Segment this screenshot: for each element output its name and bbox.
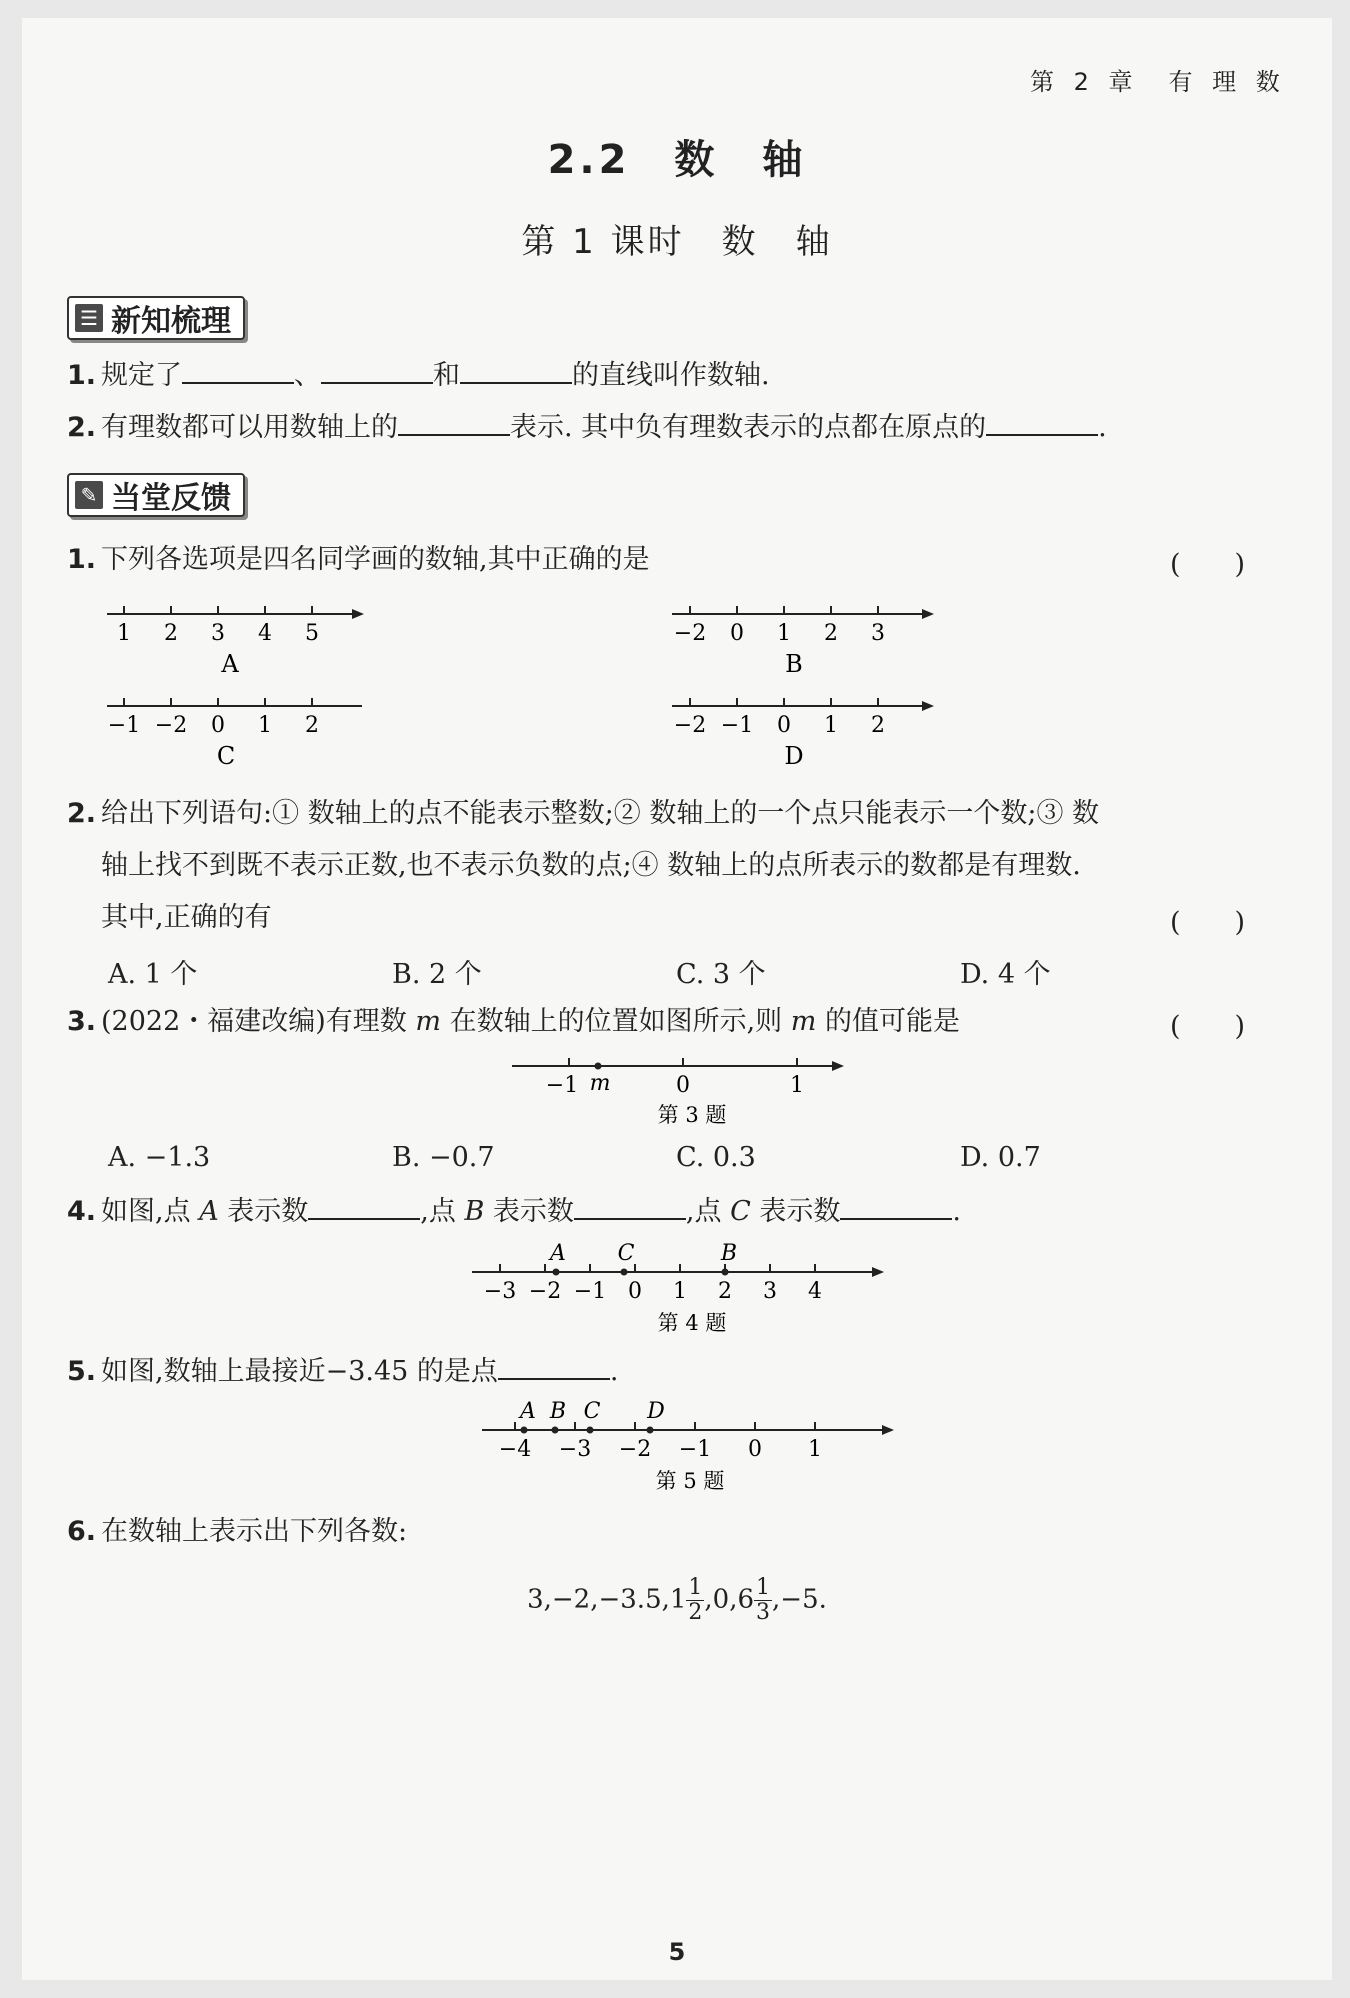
question-number: 2. [67, 798, 97, 829]
option-a[interactable]: A. 1 个 [108, 959, 198, 990]
practice-q5: 5. 如图,数轴上最接近−3.45 的是点 . [67, 1354, 619, 1390]
option-c[interactable]: C. 0.3 [676, 1142, 756, 1173]
axis-a [107, 606, 364, 678]
q1-axes-figure [82, 596, 1282, 786]
section-new-knowledge [67, 296, 245, 340]
knowledge-q2: 2. 有理数都可以用数轴上的 表示. 其中负有理数表示的点都在原点的 . [67, 410, 1107, 446]
tick-label: 1 [790, 1073, 804, 1098]
option-d[interactable]: D. 0.7 [960, 1142, 1041, 1173]
point-d [647, 1427, 654, 1434]
practice-q2-line2: 轴上找不到既不表示正数,也不表示负数的点;④ 数轴上的点所表示的数都是有理数. [101, 850, 1081, 881]
q6-expression: 3,−2,−3.5,1 $\frac{1}{2}$ ,0,6 $\frac{1}{3}$ ,−5. [527, 1575, 827, 1625]
q4-figure [462, 1240, 902, 1340]
practice-q3: 3. (2022・福建改编)有理数 m 在数轴上的位置如图所示,则 m 的值可能是 [67, 1004, 960, 1040]
tick-label: −2 [673, 713, 707, 738]
option-label: A [221, 650, 239, 678]
tick-label: 0 [777, 713, 791, 738]
point-a [553, 1269, 560, 1276]
fraction: $\frac{1}{2}$ [688, 1575, 703, 1625]
point-b [722, 1269, 729, 1276]
tick-label: 1 [824, 713, 838, 738]
answer-blank[interactable] [308, 1194, 420, 1220]
tick-label: −4 [498, 1437, 532, 1462]
tick-label: 4 [258, 621, 272, 646]
tick-label: −2 [673, 621, 707, 646]
tick-label: −2 [618, 1437, 652, 1462]
tick-label: 2 [305, 713, 319, 738]
q5-figure [472, 1398, 912, 1498]
figure-caption: 第 4 题 [657, 1311, 727, 1335]
question-number: 3. [67, 1006, 97, 1037]
section-practice-label: 当堂反馈 [111, 481, 231, 516]
tick-label: −3 [558, 1437, 592, 1462]
tick-label: 4 [808, 1279, 822, 1304]
option-a[interactable]: A. −1.3 [108, 1142, 211, 1173]
tick-label: 1 [808, 1437, 822, 1462]
option-c[interactable]: C. 3 个 [676, 959, 766, 990]
tick-label: −1 [720, 713, 754, 738]
tick-label: 0 [628, 1279, 642, 1304]
tick-label: 1 [673, 1279, 687, 1304]
answer-paren[interactable]: ( ) [1170, 549, 1246, 580]
page-number: 5 [668, 1938, 686, 1966]
practice-q1: 1. 下列各选项是四名同学画的数轴,其中正确的是 [67, 542, 650, 578]
point-label: D [647, 1399, 665, 1424]
section-title: 2.2 数 轴 [547, 137, 807, 183]
tick-label: 2 [871, 713, 885, 738]
point-b [552, 1427, 559, 1434]
axis-b [672, 606, 934, 678]
answer-blank[interactable] [840, 1194, 952, 1220]
option-b[interactable]: B. −0.7 [392, 1142, 495, 1173]
tick-label: −1 [573, 1279, 607, 1304]
point-label: B [720, 1241, 738, 1266]
question-number: 2. [67, 412, 97, 443]
answer-blank[interactable] [460, 358, 572, 384]
tick-label: 0 [730, 621, 744, 646]
pencil-icon: ✎ [75, 481, 103, 509]
tick-label: −2 [528, 1279, 562, 1304]
point-label: A [520, 1399, 536, 1424]
point-a [521, 1427, 528, 1434]
practice-q2-line3: 其中,正确的有 [101, 902, 272, 933]
option-label: C [216, 742, 236, 770]
point-c [621, 1269, 628, 1276]
answer-blank[interactable] [321, 358, 433, 384]
point-label: C [583, 1399, 601, 1424]
tick-label: 1 [258, 713, 272, 738]
tick-label: −2 [154, 713, 188, 738]
fraction: $\frac{1}{3}$ [756, 1575, 771, 1625]
tick-label: 0 [211, 713, 225, 738]
book-icon: ☰ [75, 304, 103, 332]
tick-label: 1 [777, 621, 791, 646]
tick-label: 0 [676, 1073, 690, 1098]
answer-paren[interactable]: ( ) [1170, 1011, 1246, 1042]
question-number: 5. [67, 1356, 97, 1387]
tick-label: 5 [305, 621, 319, 646]
section-new-knowledge-label: 新知梳理 [111, 304, 231, 339]
question-number: 4. [67, 1196, 97, 1227]
option-label: B [785, 650, 803, 678]
knowledge-q1: 1. 规定了 、 和 的直线叫作数轴. [67, 358, 770, 394]
question-number: 1. [67, 544, 97, 575]
point-label: B [549, 1399, 567, 1424]
point-label: A [550, 1241, 566, 1266]
tick-label: 1 [117, 621, 131, 646]
lesson-title: 第 1 课时 数 轴 [521, 222, 833, 262]
tick-label: 2 [718, 1279, 732, 1304]
option-d[interactable]: D. 4 个 [960, 959, 1051, 990]
question-number: 6. [67, 1516, 97, 1547]
answer-blank[interactable] [398, 410, 510, 436]
answer-blank[interactable] [498, 1354, 610, 1380]
answer-blank[interactable] [986, 410, 1098, 436]
figure-caption: 第 5 题 [655, 1469, 725, 1493]
tick-label: −1 [678, 1437, 712, 1462]
axis-c [107, 698, 362, 770]
practice-q6: 6. 在数轴上表示出下列各数: [67, 1514, 407, 1550]
answer-blank[interactable] [182, 358, 294, 384]
tick-label: 0 [748, 1437, 762, 1462]
section-practice [67, 473, 245, 517]
tick-label: −1 [107, 713, 141, 738]
practice-q2-line1: 2. 给出下列语句:① 数轴上的点不能表示整数;② 数轴上的一个点只能表示一个数;③ 数 [67, 796, 1099, 832]
point-label: C [617, 1241, 635, 1266]
tick-label: 3 [871, 621, 885, 646]
practice-q4: 4. 如图,点 A 表示数 ,点 B 表示数 ,点 C 表示数 . [67, 1194, 961, 1230]
chapter-header: 第 2 章 有 理 数 [1030, 68, 1286, 96]
tick-label: −1 [545, 1073, 579, 1098]
tick-label: 3 [763, 1279, 777, 1304]
option-label: D [784, 742, 804, 770]
answer-paren[interactable]: ( ) [1170, 907, 1246, 938]
point-m [595, 1063, 602, 1070]
tick-label: 3 [211, 621, 225, 646]
tick-label: 2 [164, 621, 178, 646]
axis-d [672, 698, 934, 770]
point-c [587, 1427, 594, 1434]
answer-blank[interactable] [574, 1194, 686, 1220]
point-label: m [589, 1071, 611, 1096]
tick-label: −3 [483, 1279, 517, 1304]
question-number: 1. [67, 360, 97, 391]
workbook-page [22, 18, 1332, 1980]
tick-label: 2 [824, 621, 838, 646]
option-b[interactable]: B. 2 个 [392, 959, 482, 990]
q3-figure [502, 1048, 862, 1128]
figure-caption: 第 3 题 [657, 1103, 727, 1127]
